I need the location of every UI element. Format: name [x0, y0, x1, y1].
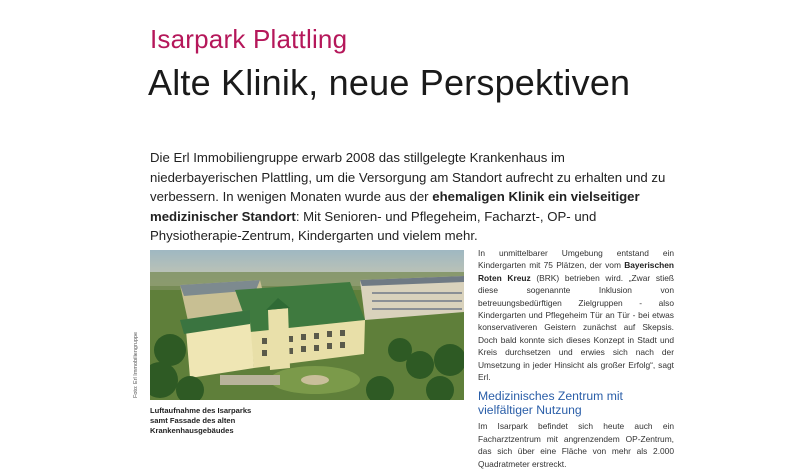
column-text-1b: (BRK) betrieben wird. „Zwar stieß diese sogenannte Inklusion von betreuungsbedürftigen Zielgruppen - also Kindergarten und Pflegeheim Tür an Tür - bei etwas konservativeren Geistern zunächst auf Skepsis. Doch bald konnte sich dieses Konzept in Stadt und Kreis durchsetzen und erwies sich nach der Umsetzung in jeder Hinsicht als großer Erfolg“, sagt Erl. — [478, 272, 674, 383]
headline: Alte Klinik, neue Perspektiven — [148, 62, 631, 103]
column-bold: Bayerischen Roten Kreuz — [478, 260, 674, 283]
photo-caption: Luftaufnahme des Isarparks samt Fassade des alten Krankenhausgebäudes — [150, 406, 252, 435]
aerial-photo — [150, 250, 464, 400]
kicker-title: Isarpark Plattling — [150, 24, 348, 54]
column-paragraph-1 — [478, 247, 674, 383]
column-paragraph-2: Im Isarpark befindet sich heute auch ein Facharztzentrum mit angrenzendem OP-Zentrum, das sich über eine Fläche von mehr als 2.000 Quadratmeter erstreckt. — [478, 421, 674, 469]
lead-text-2: : Mit Senioren- und Pflegeheim, Facharzt-, OP- und Physiotherapie-Zentrum, Kindergarten und vielem mehr. — [150, 208, 597, 243]
text-column — [478, 247, 674, 470]
lead-text-1: Die Erl Immobiliengruppe erwarb 2008 das stillgelegte Krankenhaus im niederbayerischen Plattling, um die Versorgung am Standort aufrecht zu erhalten und zu verbessern. In wenigen Monaten wurde aus der — [150, 150, 666, 204]
lead-paragraph — [150, 148, 670, 246]
lead-bold: ehemaligen Klinik ein vielseitiger medizinischer Standort — [150, 189, 640, 224]
column-text-1a: In unmittelbarer Umgebung entstand ein Kindergarten mit 75 Plätzen, der vom — [478, 248, 674, 271]
section-subheading: Medizinisches Zentrum mit vielfältiger Nutzung — [478, 389, 623, 417]
photo-credit: Foto: Erl Immobiliengruppe — [133, 331, 139, 398]
